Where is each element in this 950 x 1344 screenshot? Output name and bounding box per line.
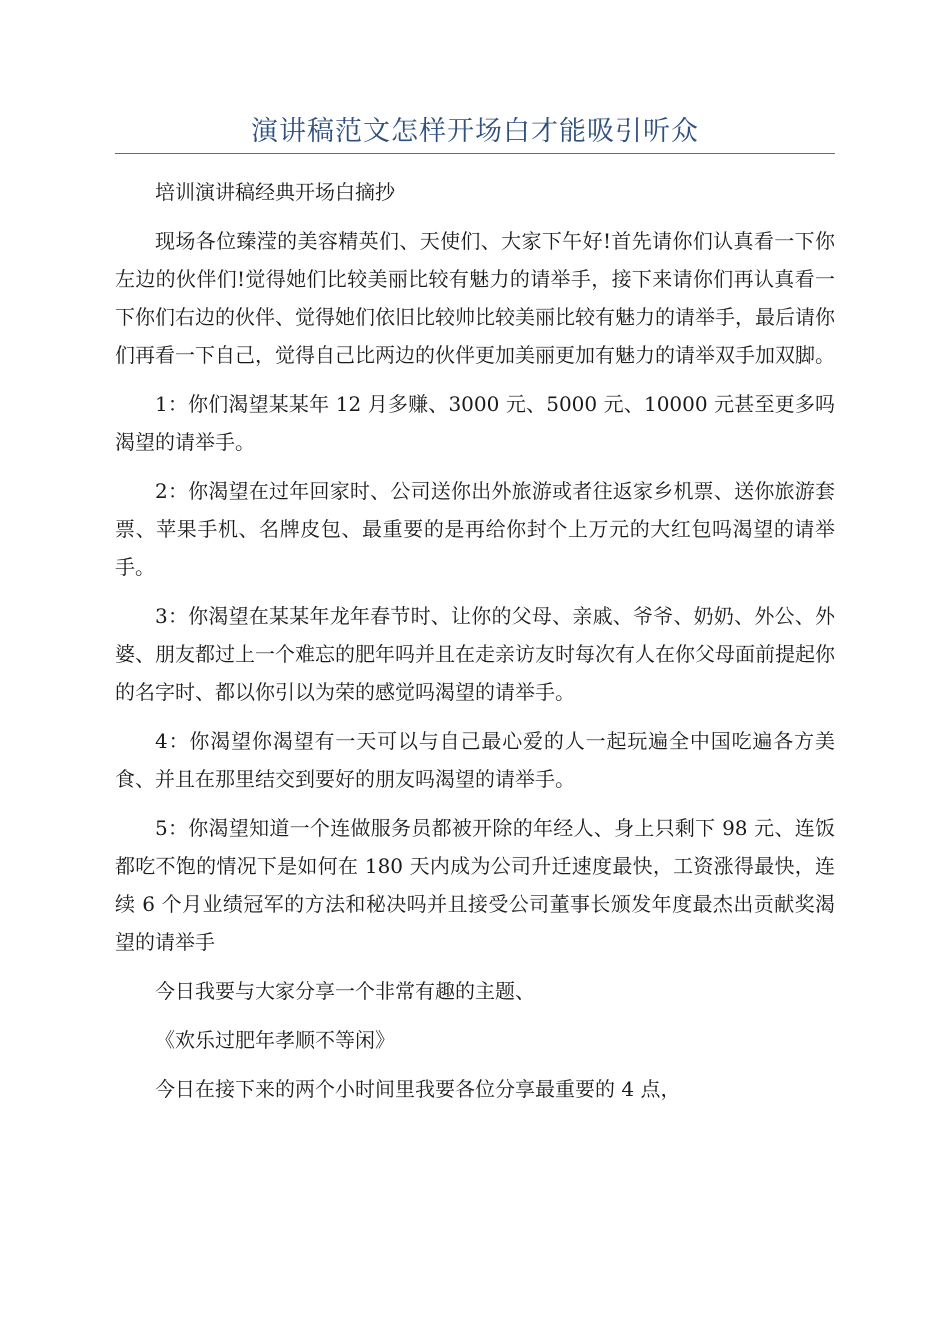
list-item-4: 4：你渴望你渴望有一天可以与自己最心爱的人一起玩遍全中国吃遍各方美食、并且在那里结交到要好的朋友吗渴望的请举手。	[115, 729, 835, 791]
list-item-5: 5：你渴望知道一个连做服务员都被开除的年经人、身上只剩下 98 元、连饭都吃不饱的情况下是如何在 180 天内成为公司升迁速度最快，工资涨得最快，连续 6 个月业绩冠军的方法和秘决吗并且接受公司董事长颁发年度最杰出贡献奖渴望的请举手	[115, 816, 835, 954]
closing-paragraph: 今日在接下来的两个小时间里我要各位分享最重要的 4 点，	[155, 1077, 681, 1101]
list-item-3: 3：你渴望在某某年龙年春节时、让你的父母、亲戚、爷爷、奶奶、外公、外婆、朋友都过上一个难忘的肥年吗并且在走亲访友时每次有人在你父母面前提起你的名字时、都以你引以为荣的感觉吗渴望的请举手。	[115, 604, 835, 704]
list-item-1: 1：你们渴望某某年 12 月多赚、3000 元、5000 元、10000 元甚至更多吗渴望的请举手。	[115, 392, 835, 454]
intro-paragraph: 现场各位臻滢的美容精英们、天使们、大家下午好!首先请你们认真看一下你左边的伙伴们!觉得她们比较美丽比较有魅力的请举手，接下来请你们再认真看一下你们右边的伙伴、觉得她们依旧比较帅比较美丽比较有魅力的请举手，最后请你们再看一下自己，觉得自己比两边的伙伴更加美丽更加有魅力的请举双手加双脚。	[115, 229, 835, 367]
subtitle-paragraph: 培训演讲稿经典开场白摘抄	[155, 180, 395, 204]
title-underline	[115, 153, 835, 154]
document-title: 演讲稿范文怎样开场白才能吸引听众	[251, 116, 699, 147]
topic-title-paragraph: 《欢乐过肥年孝顺不等闲》	[155, 1028, 395, 1052]
document-body	[115, 173, 835, 1119]
list-item-2: 2：你渴望在过年回家时、公司送你出外旅游或者往返家乡机票、送你旅游套票、苹果手机、名牌皮包、最重要的是再给你封个上万元的大红包吗渴望的请举手。	[115, 479, 835, 579]
topic-intro-paragraph: 今日我要与大家分享一个非常有趣的主题、	[155, 979, 535, 1003]
